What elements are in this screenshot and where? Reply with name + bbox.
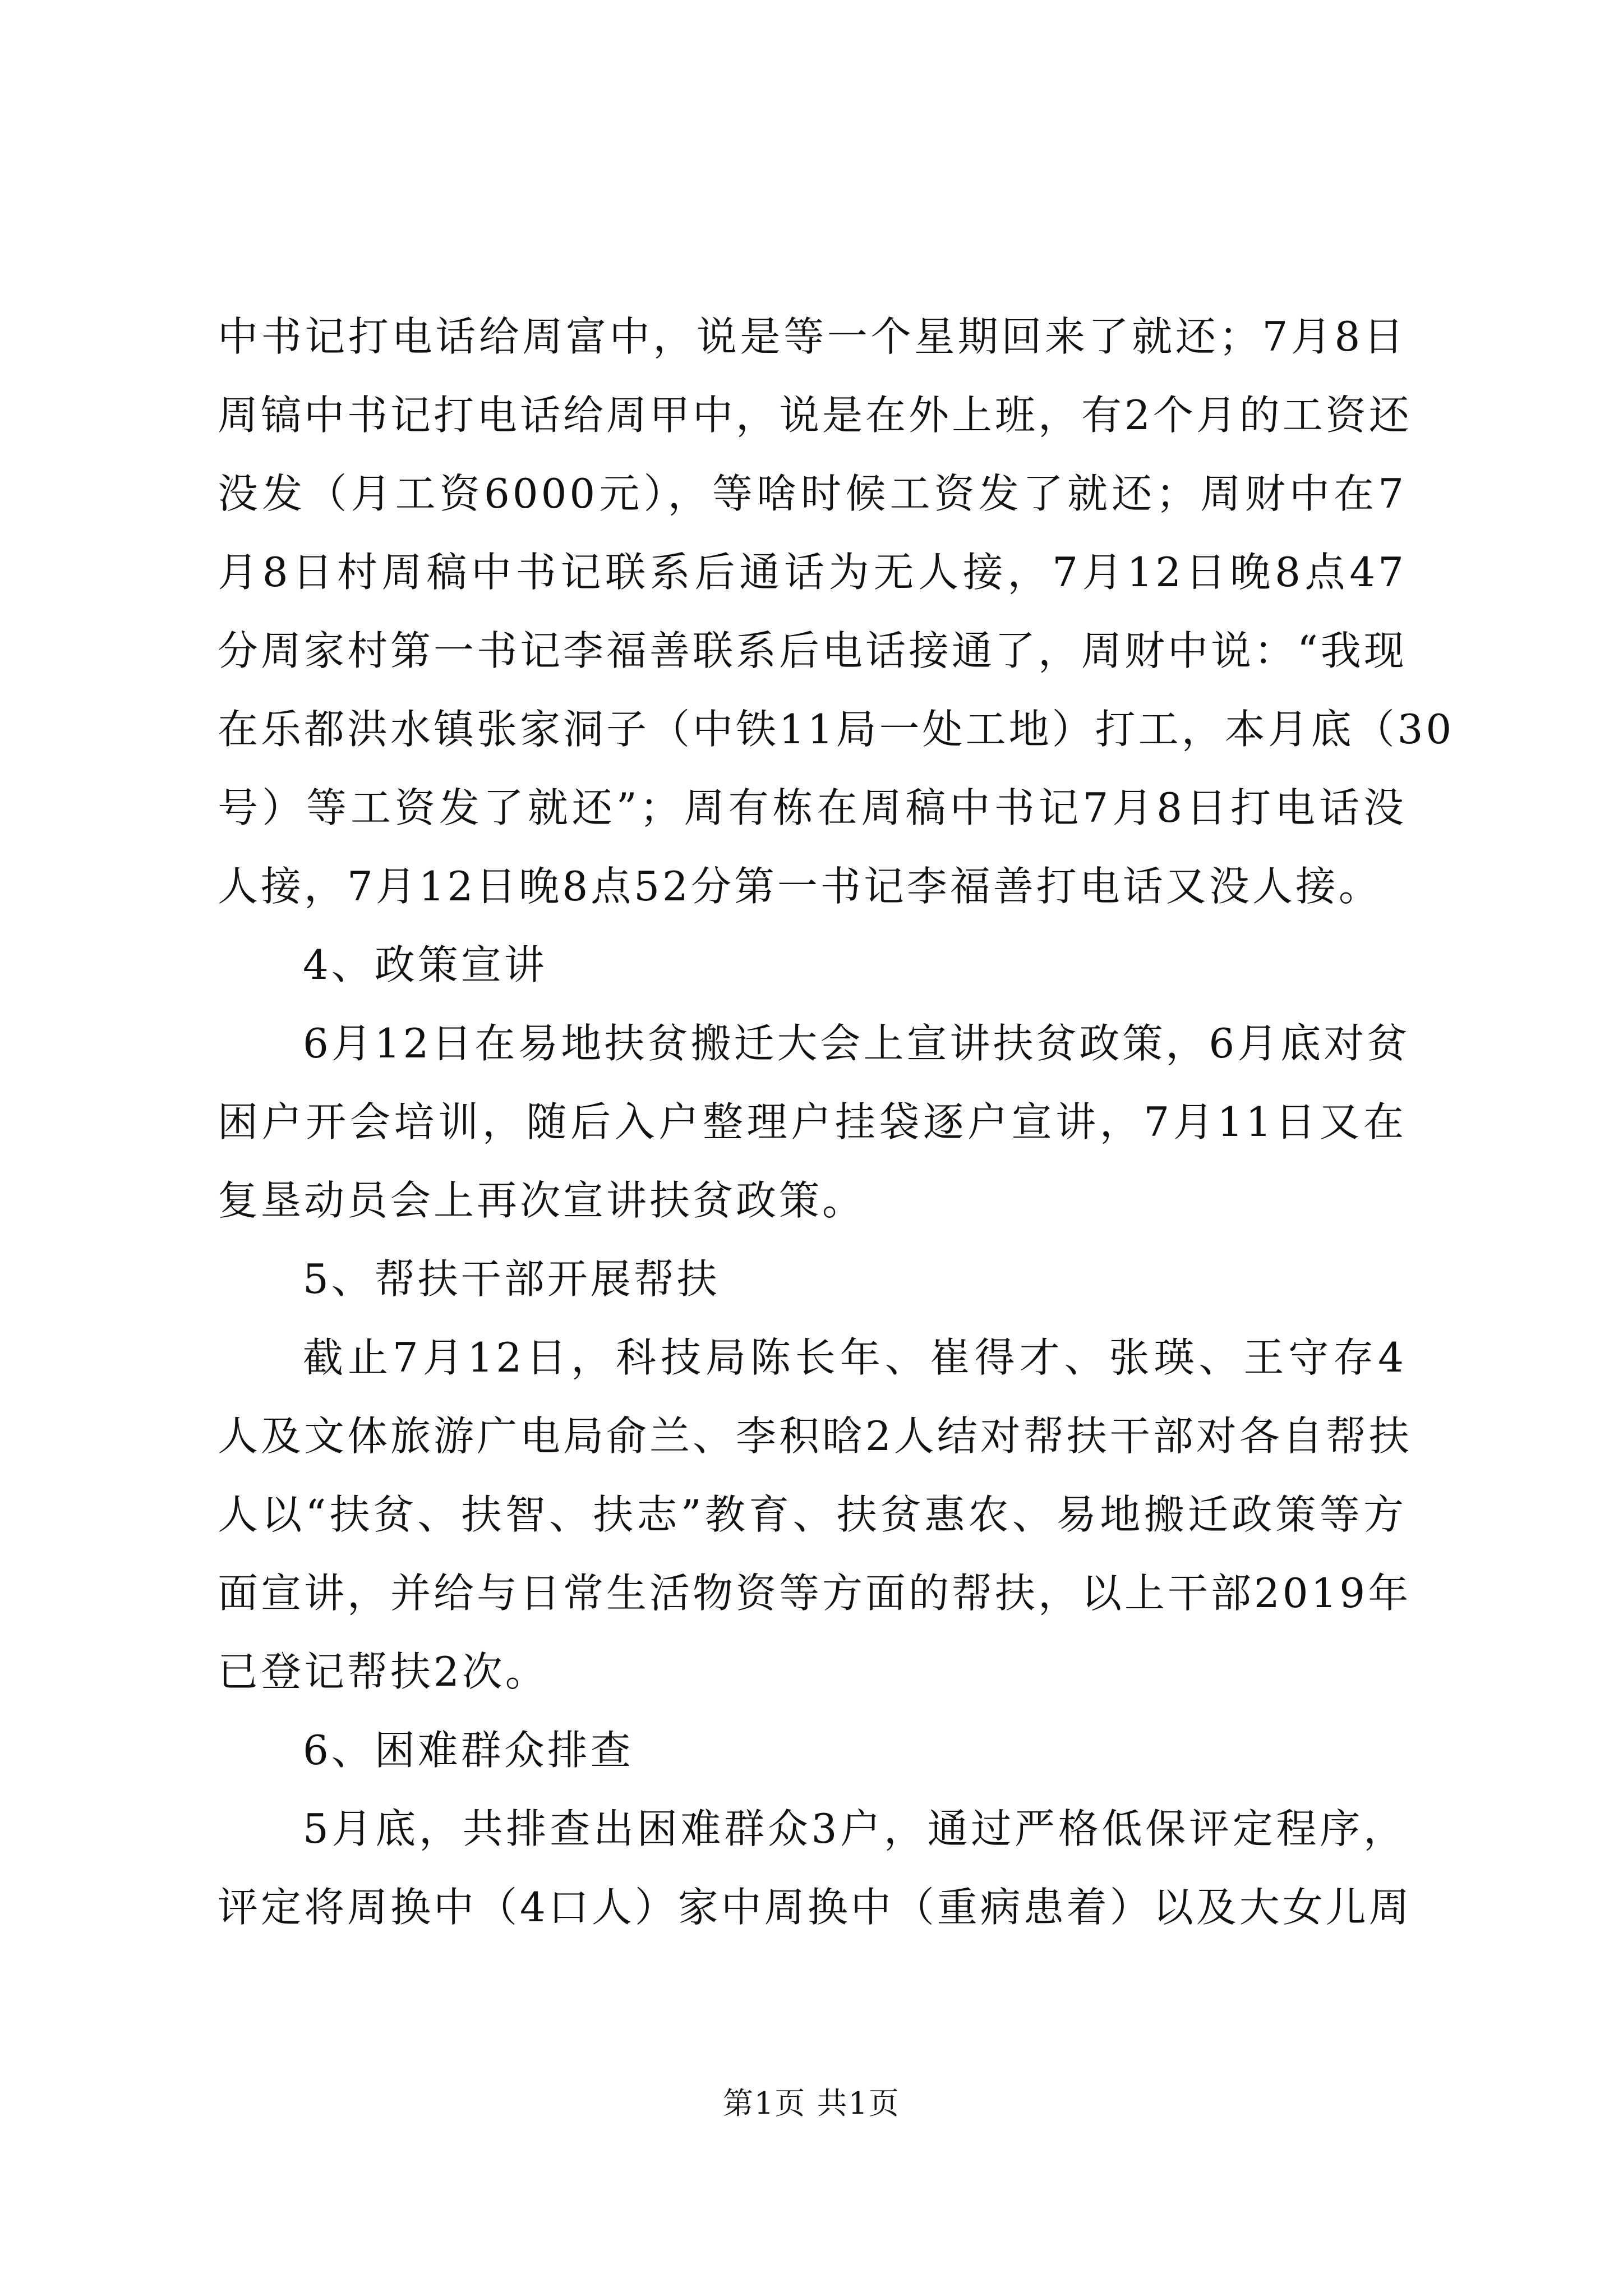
section-heading-policy: 4、政策宣讲 xyxy=(303,941,547,988)
text-line-10: 6月12日在易地扶贫搬迁大会上宣讲扶贫政策，6月底对贫 xyxy=(303,1020,1410,1067)
page-footer: 第1页 共1页 xyxy=(723,2086,900,2121)
section-heading-assistance: 5、帮扶干部开展帮扶 xyxy=(303,1255,720,1303)
text-line-1: 中书记打电话给周富中，说是等一个星期回来了就还；7月8日 xyxy=(218,313,1407,360)
text-line-6: 在乐都洪水镇张家洞子（中铁11局一处工地）打工，本月底（30 xyxy=(218,706,1455,753)
text-line-20: 5月底，共排查出困难群众3户，通过严格低保评定程序， xyxy=(303,1805,1407,1852)
text-line-11: 困户开会培训，随后入户整理户挂袋逐户宣讲，7月11日又在 xyxy=(218,1098,1407,1145)
section-heading-screening: 6、困难群众排查 xyxy=(303,1727,634,1774)
text-line-5: 分周家村第一书记李福善联系后电话接通了，周财中说：“我现 xyxy=(218,627,1407,674)
text-line-21: 评定将周换中（4口人）家中周换中（重病患着）以及大女儿周 xyxy=(218,1884,1412,1931)
text-line-7: 号）等工资发了就还”；周有栋在周稿中书记7月8日打电话没 xyxy=(218,784,1407,831)
text-line-3: 没发（月工资6000元），等啥时候工资发了就还；周财中在7 xyxy=(218,470,1407,517)
text-line-4: 月8日村周稿中书记联系后通话为无人接，7月12日晚8点47 xyxy=(218,549,1407,596)
text-line-12: 复垦动员会上再次宣讲扶贫政策。 xyxy=(218,1177,866,1224)
text-line-18: 已登记帮扶2次。 xyxy=(218,1648,548,1695)
text-line-17: 面宣讲，并给与日常生活物资等方面的帮扶，以上干部2019年 xyxy=(218,1570,1412,1617)
text-line-14: 截止7月12日，科技局陈长年、崔得才、张瑛、王守存4 xyxy=(303,1334,1407,1381)
text-line-16: 人以“扶贫、扶智、扶志”教育、扶贫惠农、易地搬迁政策等方 xyxy=(218,1491,1407,1538)
document-body xyxy=(218,297,1455,1947)
text-line-15: 人及文体旅游广电局俞兰、李积晗2人结对帮扶干部对各自帮扶 xyxy=(218,1412,1412,1460)
text-line-2: 周镐中书记打电话给周甲中，说是在外上班，有2个月的工资还 xyxy=(218,392,1412,439)
text-line-8: 人接，7月12日晚8点52分第一书记李福善打电话又没人接。 xyxy=(218,863,1382,910)
